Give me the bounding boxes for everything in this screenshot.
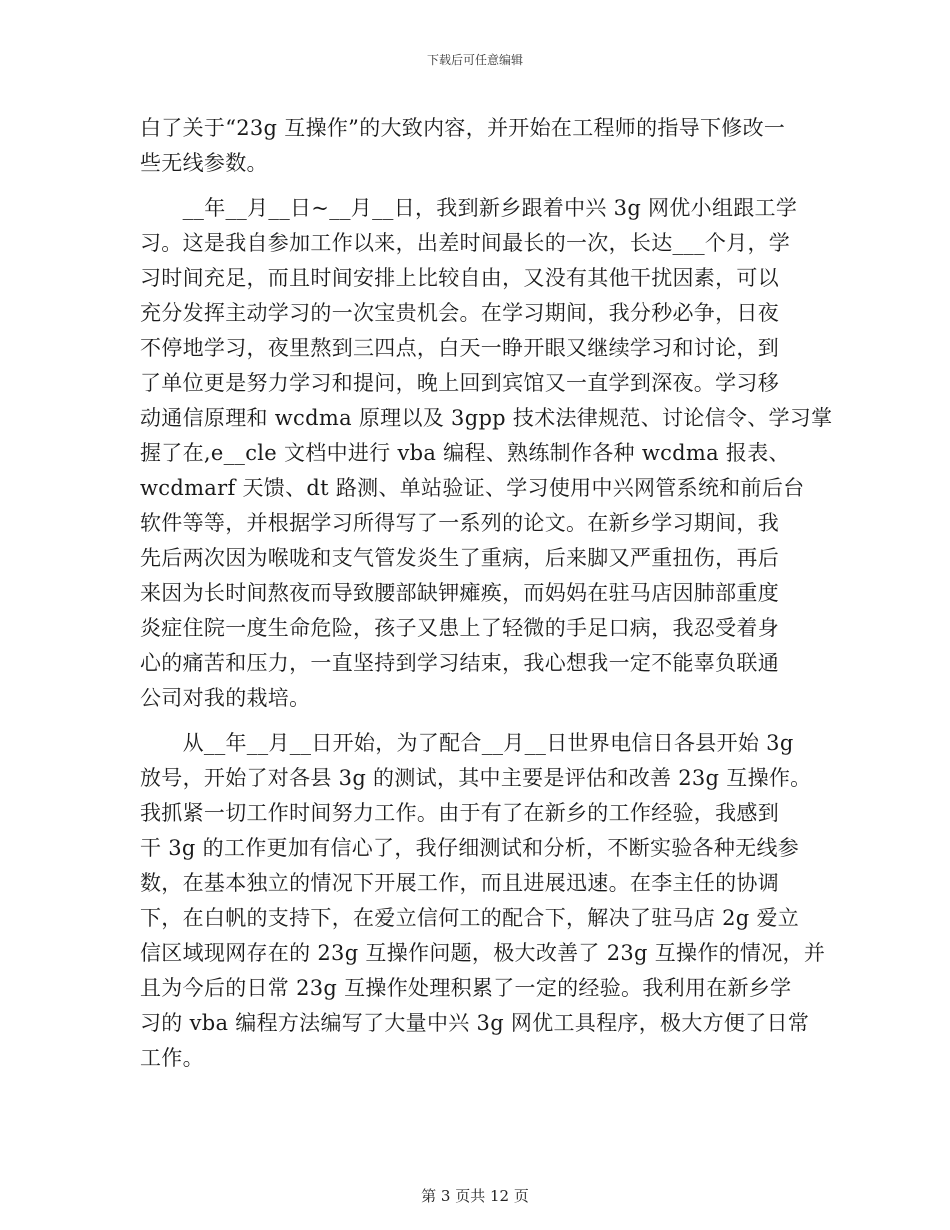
paragraph-3 [140, 726, 826, 1076]
paragraph-line: 干 3g 的工作更加有信心了，我仔细测试和分析，不断实验各种无线参 [140, 836, 800, 860]
paragraph-line: 习的 vba 编程方法编写了大量中兴 3g 网优工具程序，极大方便了日常 [140, 1011, 810, 1035]
page-header: 下载后可任意编辑 [426, 53, 523, 67]
paragraph-line: 了单位更是努力学习和提问，晚上回到宾馆又一直学到深夜。学习移 [140, 371, 779, 395]
paragraph-line: 不停地学习，夜里熬到三四点，白天一睁开眼又继续学习和讨论，到 [140, 336, 779, 360]
page-footer: 第 3 页共 12 页 [421, 1187, 529, 1205]
paragraph-line: 数，在基本独立的情况下开展工作，而且进展迅速。在李主任的协调 [140, 871, 779, 895]
paragraph-line: 软件等等，并根据学习所得写了一系列的论文。在新乡学习期间，我 [140, 511, 779, 535]
paragraph-line: 且为今后的日常 23g 互操作处理积累了一定的经验。我利用在新乡学 [140, 976, 792, 1000]
paragraph-line: 从__年__月__日开始，为了配合__月__日世界电信日各县开始 3g [140, 731, 794, 755]
paragraph-line: wcdmarf 天馈、dt 路测、单站验证、学习使用中兴网管系统和前后台 [140, 476, 805, 500]
paragraph-line: 习。这是我自参加工作以来，出差时间最长的一次，长达___个月，学 [140, 231, 791, 255]
paragraph-line: 动通信原理和 wcdma 原理以及 3gpp 技术法律规范、讨论信令、学习掌 [140, 406, 833, 430]
paragraph-line: 炎症住院一度生命危险，孩子又患上了轻微的手足口病，我忍受着身 [140, 616, 779, 640]
paragraph-line: 习时间充足，而且时间安排上比较自由，又没有其他干扰因素，可以 [140, 266, 779, 290]
paragraph-1 [140, 111, 812, 181]
paragraph-line: 下，在白帆的支持下，在爱立信何工的配合下，解决了驻马店 2g 爱立 [140, 906, 800, 930]
paragraph-line: 白了关于“23g 互操作”的大致内容，并开始在工程师的指导下修改一 [140, 116, 786, 140]
paragraph-line: 充分发挥主动学习的一次宝贵机会。在学习期间，我分秒必争，日夜 [140, 301, 779, 325]
paragraph-line: 些无线参数。 [140, 151, 268, 175]
paragraph-line: 先后两次因为喉咙和支气管发炎生了重病，后来脚又严重扭伤，再后 [140, 546, 779, 570]
paragraph-line: 心的痛苦和压力，一直坚持到学习结束，我心想我一定不能辜负联通 [140, 651, 779, 675]
paragraph-line: 工作。 [140, 1046, 204, 1070]
paragraph-line: 公司对我的栽培。 [140, 686, 311, 710]
paragraph-line: 来因为长时间熬夜而导致腰部缺钾瘫痪，而妈妈在驻马店因肺部重度 [140, 581, 779, 605]
paragraph-line: __年__月__日~__月__日，我到新乡跟着中兴 3g 网优小组跟工学 [140, 196, 798, 220]
paragraph-line: 握了在,e__cle 文档中进行 vba 编程、熟练制作各种 wcdma 报表、 [140, 441, 790, 465]
paragraph-line: 信区域现网存在的 23g 互操作问题，极大改善了 23g 互操作的情况，并 [140, 941, 826, 965]
paragraph-line: 放号，开始了对各县 3g 的测试，其中主要是评估和改善 23g 互操作。 [140, 766, 812, 790]
paragraph-line: 我抓紧一切工作时间努力工作。由于有了在新乡的工作经验，我感到 [140, 801, 779, 825]
document-body [140, 111, 833, 1076]
paragraph-2 [140, 191, 833, 716]
